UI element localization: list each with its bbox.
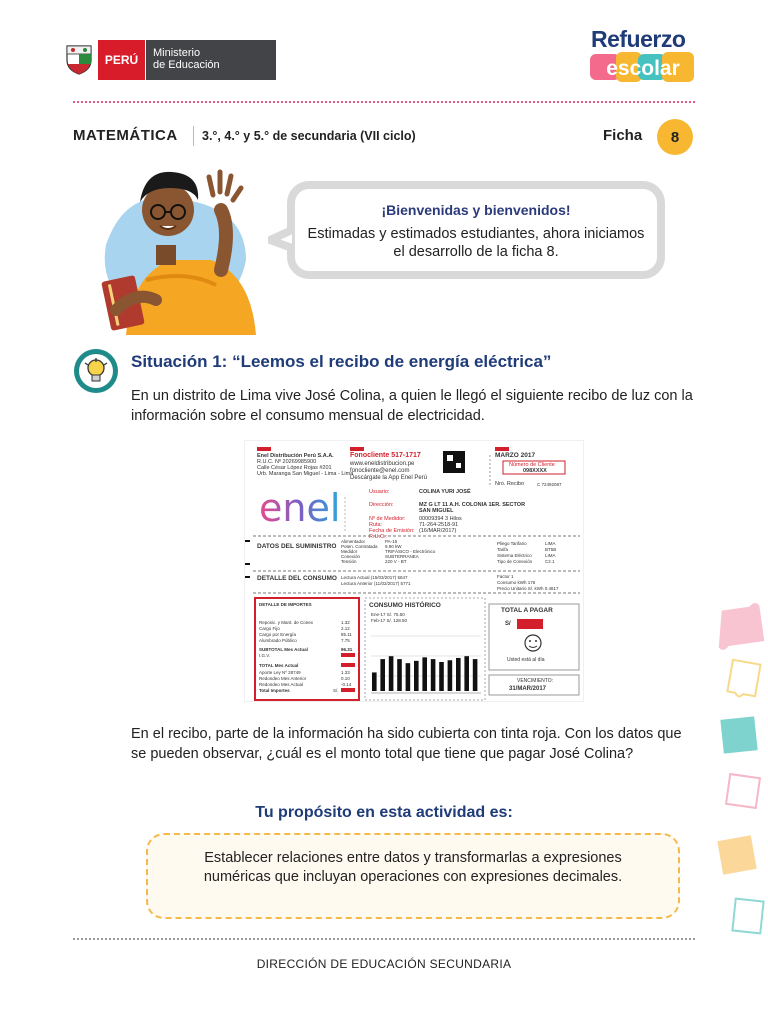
history-bar: [414, 661, 419, 691]
receipt-number-value: C 72492087: [537, 482, 562, 487]
charge-label: Cargo Fijo: [259, 626, 280, 631]
consumption-right: Factor 1: [497, 574, 514, 579]
charge-value: 0.10: [341, 676, 350, 681]
supply-title: DATOS DEL SUMINISTRO: [257, 543, 337, 550]
situation-title: Situación 1: “Leemos el recibo de energía eléctrica”: [131, 352, 552, 371]
history-bar: [422, 657, 427, 691]
charge-value: 1.33: [341, 670, 350, 675]
supply-label: Alimentador: [341, 539, 366, 544]
supply-label: Medidor: [341, 549, 358, 554]
enel-logo: [257, 489, 357, 529]
supply-right-value: LIMA: [545, 553, 556, 558]
company-line: Enel Distribución Perú S.A.A.: [257, 453, 334, 459]
receipt-number-label: Nro. Recibo: [495, 481, 525, 487]
history-title: CONSUMO HISTÓRICO: [369, 602, 441, 609]
info-value: COLINA YURI JOSÉ: [419, 489, 471, 495]
brand-subtitle-logo: [590, 51, 696, 84]
greeting-text: Estimadas y estimados estudiantes, ahora iniciamos el desarrollo de la ficha 8.: [307, 226, 645, 260]
supply-label: Conexión: [341, 554, 361, 559]
charge-label: Redondeo Mes Actual: [259, 682, 304, 687]
ficha-number-badge: 8: [657, 119, 693, 155]
situation-intro: En un distrito de Lima vive José Colina, a quien le llegó el siguiente recibo de luz con la información sobre el consumo mensual de electricidad.: [131, 388, 693, 424]
gov-ministry-line1: Ministerio: [153, 47, 201, 59]
history-bar-chart: [369, 627, 483, 693]
gov-ministry-label: [145, 40, 276, 80]
info-label: Fecha de Emisión:: [369, 528, 415, 534]
receipt-month: MARZO 2017: [495, 452, 536, 459]
consumption-row: Lectura Actual (15/03/2017) 5847: [341, 575, 408, 580]
gov-country-label: PERÚ: [98, 40, 145, 80]
supply-value: PA-15: [385, 539, 398, 544]
consumption-title: DETALLE DEL CONSUMO: [257, 575, 337, 582]
info-label: Usuario:: [369, 489, 390, 495]
charge-label: Total Importes: [259, 688, 290, 693]
info-value: SAN MIGUEL: [419, 508, 454, 514]
company-line: Urb. Maranga San Miguel - Lima - Lima: [257, 471, 354, 477]
charge-label: Cargo por Energía: [259, 632, 297, 637]
ficha-label: Ficha: [603, 127, 643, 144]
info-label: Ruta:: [369, 522, 383, 528]
charge-value: 85.11: [341, 632, 352, 637]
footer-divider: [73, 938, 695, 940]
charges-title: DETALLE DE IMPORTES: [259, 602, 312, 607]
history-bar: [372, 672, 377, 691]
puzzle-pieces-decoration: [712, 600, 768, 950]
company-line: Calle César López Rojas #201: [257, 465, 332, 471]
ink-cover: [341, 688, 355, 692]
lightbulb-icon: [73, 348, 119, 394]
subject-separator: [193, 126, 194, 146]
supply-value: SUBTERRANEA: [385, 554, 419, 559]
supply-right-value: BT5B: [545, 547, 557, 552]
history-bar: [456, 658, 461, 691]
charge-value: 2.12: [341, 626, 350, 631]
receipt-app: Descárgate la App Enel Perú: [350, 475, 428, 481]
history-bar: [380, 659, 385, 691]
charge-value: -0.14: [341, 682, 352, 687]
charge-label: Redondeo Mes Anterior: [259, 676, 307, 681]
supply-value: 220 V - BT: [385, 559, 407, 564]
charge-value: S/.: [333, 688, 339, 693]
supply-right-label: Tarifa: [497, 547, 509, 552]
supply-right-label: Pliego Tarifario: [497, 541, 527, 546]
gov-ministry-line2: de Educación: [153, 59, 220, 71]
speech-bubble-tail: [268, 226, 294, 252]
charge-label: TOTAL Mes Actual: [259, 663, 299, 668]
history-bar: [406, 663, 411, 691]
info-value: 00009394 3 Hilos: [419, 516, 462, 522]
history-bar: [464, 656, 469, 691]
supply-value: 9.90 kW: [385, 544, 402, 549]
peru-coat-of-arms-icon: [64, 42, 94, 76]
brand-subtitle-text: escolar: [606, 57, 680, 80]
history-bar: [448, 660, 453, 691]
due-date-value: 31/MAR/2017: [509, 686, 547, 692]
purpose-title: Tu propósito en esta actividad es:: [255, 804, 513, 821]
charge-label: I.G.V.: [259, 653, 271, 658]
supply-right-value: LIMA: [545, 541, 556, 546]
charge-label: Alumbrado Público: [259, 638, 297, 643]
purpose-text: Establecer relaciones entre datos y transformarlas a expresiones numéricas que incluyan operaciones con expresiones decimales.: [203, 850, 623, 885]
info-label: Nº de Medidor:: [369, 516, 406, 522]
total-currency: S/: [505, 621, 511, 627]
footer-text: DIRECCIÓN DE EDUCACIÓN SECUNDARIA: [256, 957, 512, 971]
charge-label: Aporte Ley Nº 28749: [259, 670, 301, 675]
total-title: TOTAL A PAGAR: [501, 607, 553, 614]
ink-cover: [341, 653, 355, 657]
ink-cover: [341, 663, 355, 667]
supply-label: Poten. Contratada: [341, 544, 378, 549]
history-bar: [431, 659, 436, 691]
supply-right-label: Tipo de Conexión: [497, 559, 533, 564]
client-number-value: 098XXXX: [523, 468, 547, 474]
history-row: Feb-17 S/. 128.50: [371, 618, 408, 623]
history-bar: [473, 659, 478, 691]
grade-levels: 3.°, 4.° y 5.° de secundaria (VII ciclo): [202, 129, 416, 143]
info-value: 71-264-2518-91: [419, 522, 459, 528]
student-waving-illustration: [96, 160, 296, 335]
header-divider: [73, 101, 695, 103]
charge-value: 96.31: [341, 647, 353, 652]
enel-logo-text: enel: [259, 489, 341, 529]
history-bar: [439, 662, 444, 691]
receipt-web: www.eneldistribucion.pe: [350, 461, 415, 467]
subject-title: MATEMÁTICA: [73, 127, 178, 144]
charge-label: Reposic. y Mant. de Conex: [259, 620, 314, 625]
history-row: Ene-17 S/. 75.50: [371, 612, 405, 617]
account-status: Usted está al día: [507, 657, 545, 663]
supply-right-value: C2.1: [545, 559, 555, 564]
supply-value: TRIFÁSICO - Electrónico: [385, 549, 436, 554]
history-bar: [389, 656, 394, 691]
charge-value: 7.75: [341, 638, 350, 643]
charge-label: SUBTOTAL Mes Actual: [259, 647, 308, 652]
supply-right-label: Sistema Eléctrico: [497, 553, 532, 558]
due-date-label: VENCIMIENTO:: [517, 678, 554, 684]
receipt-email: fonocliente@enel.com: [350, 468, 410, 474]
consumption-right: Consumo kWh 176: [497, 580, 536, 585]
electricity-receipt: [244, 440, 584, 702]
info-label: Dirección:: [369, 502, 394, 508]
consumption-row: Lectura Anterior (11/02/2017) 5771: [341, 581, 411, 586]
government-logo-bar: [98, 40, 276, 80]
info-value: (16/MAR/2017): [419, 528, 457, 534]
info-label: R.U.C.:: [369, 534, 388, 540]
receipt-phone: Fonocliente 517-1717: [350, 452, 421, 459]
info-value: MZ G LT 11 A.H. COLONIA 1ER. SECTOR: [419, 502, 526, 508]
consumption-right: Precio Unitario S/. kWh 0.4817: [497, 586, 559, 591]
charge-value: 1.32: [341, 620, 350, 625]
client-number-label: Número de Cliente: [509, 462, 555, 468]
history-bars-group: [372, 656, 477, 691]
history-bar: [397, 659, 402, 691]
supply-label: Tensión: [341, 559, 357, 564]
brand-title: Refuerzo: [591, 26, 686, 52]
situation-question: En el recibo, parte de la información ha sido cubierta con tinta roja. Con los datos que se pueden observar, ¿cuál es el monto total que tiene que pagar José Colina?: [131, 726, 682, 762]
greeting-title: ¡Bienvenidas y bienvenidos!: [381, 202, 571, 218]
company-line: R.U.C. Nº 20269985900: [257, 459, 317, 465]
